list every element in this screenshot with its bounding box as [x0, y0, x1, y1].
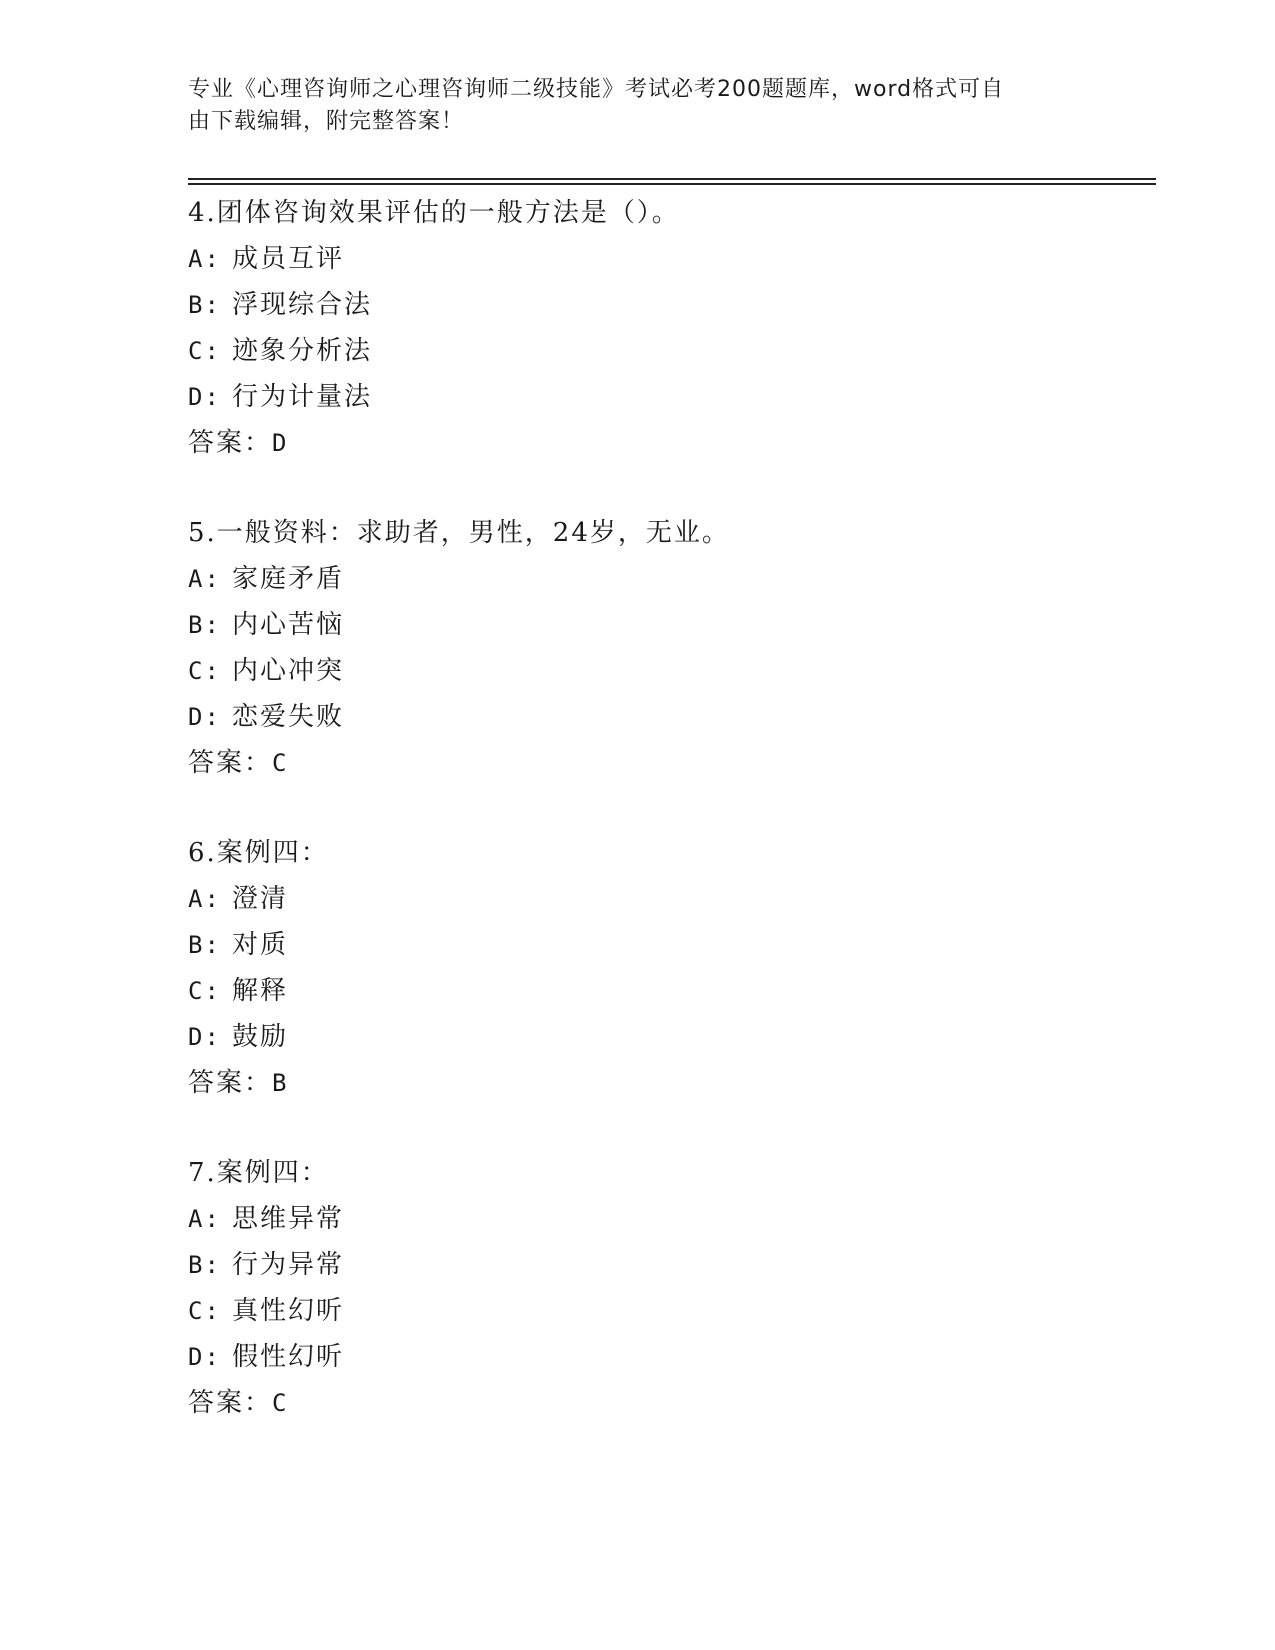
option-text: 对质 [232, 930, 289, 960]
option-letter: C: [188, 1297, 221, 1325]
option-text: 内心冲突 [232, 656, 345, 686]
option-d [188, 1334, 1148, 1380]
question-item [188, 1150, 1148, 1426]
option-letter: A: [188, 245, 221, 273]
answer-label: 答案： [188, 1068, 273, 1098]
option-letter: D: [188, 703, 221, 731]
option-d [188, 374, 1148, 420]
option-text: 恋爱失败 [232, 702, 345, 732]
option-b [188, 282, 1148, 328]
option-text: 鼓励 [232, 1022, 289, 1052]
option-letter: A: [188, 565, 221, 593]
option-letter: C: [188, 977, 221, 1005]
header-divider-top [188, 178, 1156, 180]
header-divider-bottom [188, 183, 1156, 185]
option-text: 家庭矛盾 [232, 564, 345, 594]
answer-line [188, 1380, 1148, 1426]
option-letter: A: [188, 1205, 221, 1233]
option-text: 思维异常 [232, 1204, 345, 1234]
option-d [188, 1014, 1148, 1060]
option-letter: D: [188, 1023, 221, 1051]
option-letter: B: [188, 931, 221, 959]
option-text: 行为异常 [232, 1250, 345, 1280]
answer-line [188, 420, 1148, 466]
answer-label: 答案： [188, 1388, 273, 1418]
option-letter: B: [188, 1251, 221, 1279]
option-letter: B: [188, 611, 221, 639]
answer-value: B [272, 1069, 289, 1097]
option-c [188, 968, 1148, 1014]
option-text: 浮现综合法 [232, 290, 373, 320]
answer-line [188, 740, 1148, 786]
question-stem: 6.案例四： [188, 838, 329, 868]
answer-label: 答案： [188, 748, 273, 778]
answer-value: C [272, 749, 289, 777]
question-stem: 7.案例四： [188, 1158, 329, 1188]
answer-value: C [272, 1389, 289, 1417]
question-item [188, 510, 1148, 786]
option-letter: D: [188, 1343, 221, 1371]
option-c [188, 328, 1148, 374]
question-stem: 5.一般资料：求助者，男性，24岁，无业。 [188, 518, 730, 548]
question-stem: 4.团体咨询效果评估的一般方法是（）。 [188, 198, 680, 228]
option-text: 假性幻听 [232, 1342, 345, 1372]
option-text: 真性幻听 [232, 1296, 345, 1326]
option-a [188, 236, 1148, 282]
option-text: 内心苦恼 [232, 610, 345, 640]
option-letter: C: [188, 657, 221, 685]
header-line-2: 由下载编辑，附完整答案！ [188, 109, 465, 134]
option-letter: B: [188, 291, 221, 319]
option-a [188, 1196, 1148, 1242]
option-letter: A: [188, 885, 221, 913]
option-b [188, 1242, 1148, 1288]
answer-value: D [272, 429, 289, 457]
option-c [188, 1288, 1148, 1334]
question-item [188, 190, 1148, 466]
answer-line [188, 1060, 1148, 1106]
option-c [188, 648, 1148, 694]
option-text: 迹象分析法 [232, 336, 373, 366]
option-text: 行为计量法 [232, 382, 373, 412]
option-letter: D: [188, 383, 221, 411]
option-a [188, 876, 1148, 922]
answer-label: 答案： [188, 428, 273, 458]
option-d [188, 694, 1148, 740]
question-list [188, 190, 1148, 1426]
header-line-1: 专业《心理咨询师之心理咨询师二级技能》考试必考200题题库，word格式可自 [188, 77, 1005, 102]
document-header [188, 74, 1068, 138]
option-a [188, 556, 1148, 602]
option-b [188, 922, 1148, 968]
option-text: 解释 [232, 976, 289, 1006]
option-letter: C: [188, 337, 221, 365]
option-b [188, 602, 1148, 648]
option-text: 澄清 [232, 884, 289, 914]
option-text: 成员互评 [232, 244, 345, 274]
question-item [188, 830, 1148, 1106]
